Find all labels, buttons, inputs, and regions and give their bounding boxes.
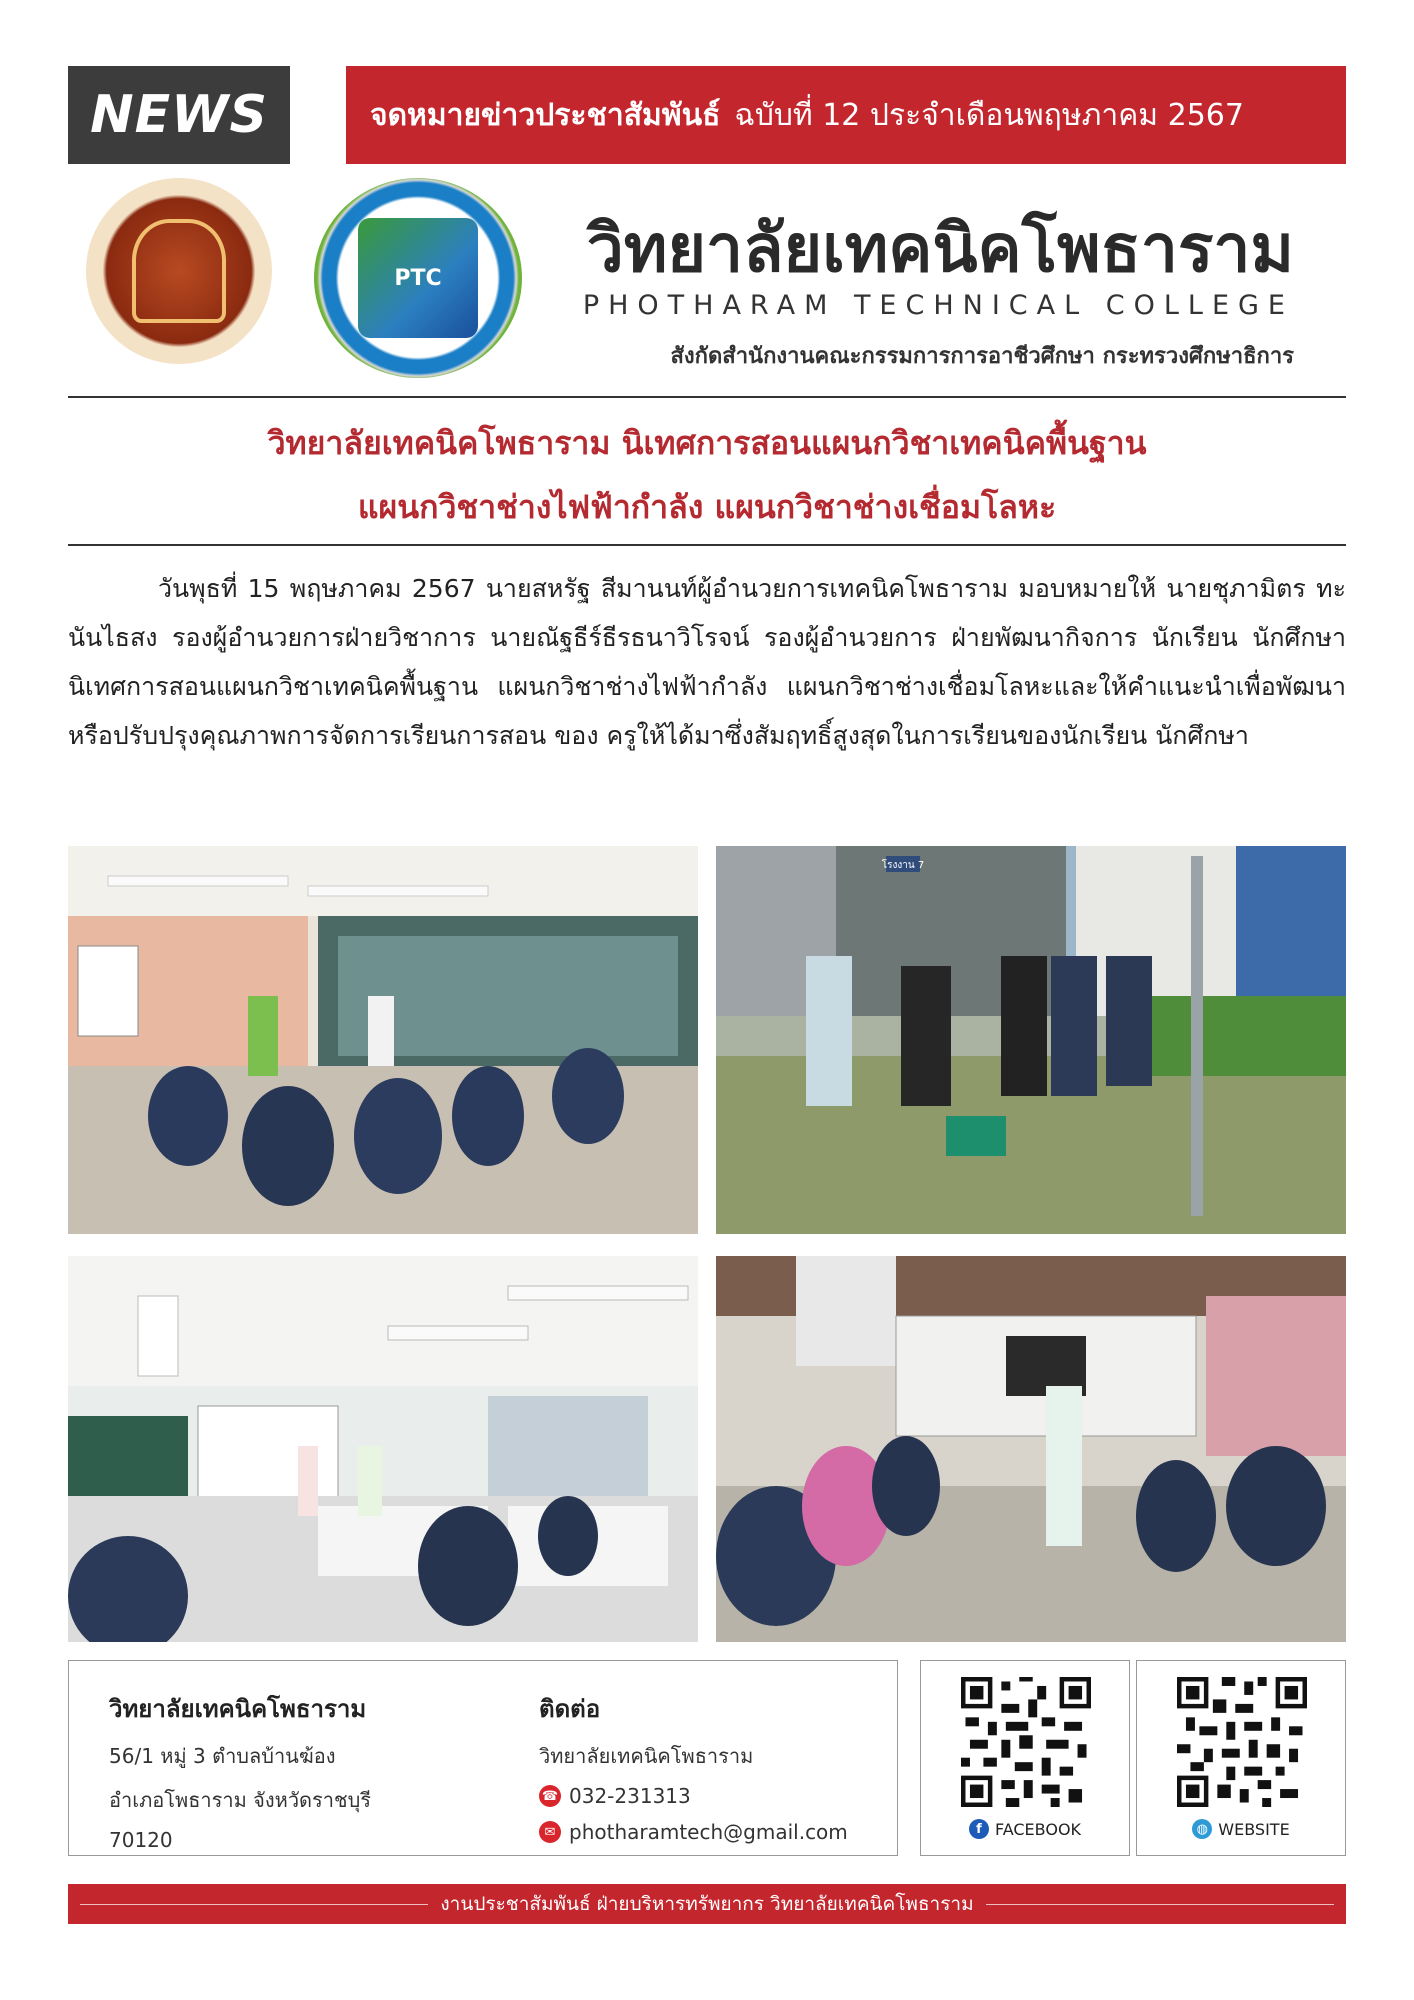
contact-title: ติดต่อ: [539, 1695, 601, 1723]
phone-icon: ☎: [539, 1785, 561, 1807]
bulletin-title: จดหมายข่าวประชาสัมพันธ์: [370, 97, 721, 133]
footer-rule-left: [80, 1904, 428, 1905]
website-qr-code[interactable]: [1177, 1677, 1307, 1807]
website-label: WEBSITE: [1218, 1819, 1290, 1839]
photo-classroom-welding: [716, 1256, 1346, 1642]
address-line1: 56/1 หมู่ 3 ตำบลบ้านฆ้อง: [109, 1744, 336, 1768]
footer-bar: [68, 1884, 1346, 1924]
divider-top: [68, 396, 1346, 398]
bulletin-issue: ฉบับที่ 12 ประจำเดือนพฤษภาคม 2567: [734, 97, 1244, 133]
photo-sign-text: โรงงาน 7: [881, 860, 925, 871]
mail-icon: ✉: [539, 1821, 561, 1843]
phone-row[interactable]: [539, 1784, 848, 1808]
contact-name: วิทยาลัยเทคนิคโพธาราม: [539, 1744, 754, 1768]
address-title: วิทยาลัยเทคนิคโพธาราม: [109, 1695, 367, 1723]
headline-line1: วิทยาลัยเทคนิคโพธาราม นิเทศการสอนแผนกวิชาเทคนิคพื้นฐาน: [267, 424, 1147, 462]
college-affiliation: สังกัดสำนักงานคณะกรรมการการอาชีวศึกษา กระทรวงศึกษาธิการ: [670, 344, 1294, 369]
address-line2: อำเภอโพธาราม จังหวัดราชบุรี: [109, 1788, 372, 1812]
college-name-th: วิทยาลัยเทคนิคโพธาราม: [586, 210, 1294, 287]
contact-card: [68, 1660, 898, 1856]
facebook-qr-card[interactable]: [920, 1660, 1130, 1856]
photo-classroom-electrical: [68, 846, 698, 1234]
facebook-icon: f: [969, 1819, 989, 1839]
photo-classroom-projector: [68, 1256, 698, 1642]
article-paragraph: วันพุธที่ 15 พฤษภาคม 2567 นายสหรัฐ สีมานนท์ผู้อำนวยการเทคนิคโพธาราม มอบหมายให้ นายชุภามิตร ทะนันไธสง รองผู้อำนวยการฝ่ายวิชาการ นายณัฐธีร์ธีรธนาวิโรจน์ รองผู้อำนวยการ ฝ่ายพัฒนากิจการ นักเรียน นักศึกษา นิเทศการสอนแผนกวิชาเทคนิคพื้นฐาน แผนกวิชาช่างไฟฟ้ากำลัง แผนกวิชาช่างเชื่อมโลหะและให้คำแนะนำเพื่อพัฒนาหรือปรับปรุงคุณภาพการจัดการเรียนการสอน ของ ครูให้ได้มาซึ่งสัมฤทธิ์สูงสุดในการเรียนของนักเรียน นักศึกษา: [68, 574, 1346, 750]
email-address: photharamtech@gmail.com: [569, 1820, 848, 1844]
photo-welding-outdoor: [716, 846, 1346, 1234]
facebook-qr-code[interactable]: [961, 1677, 1091, 1807]
news-label: NEWS: [68, 66, 290, 164]
footer-bar-text: งานประชาสัมพันธ์ ฝ่ายบริหารทรัพยากร วิทยาลัยเทคนิคโพธาราม: [440, 1893, 974, 1915]
ptc-logo-mark: PTC: [358, 218, 478, 338]
headline-line2: แผนกวิชาช่างไฟฟ้ากำลัง แผนกวิชาช่างเชื่อมโลหะ: [357, 488, 1057, 526]
divider-bottom: [68, 544, 1346, 546]
footer-rule-right: [986, 1904, 1334, 1905]
address-line3: 70120: [109, 1828, 173, 1852]
ovec-seal-logo: [86, 178, 272, 364]
globe-icon: ◍: [1192, 1819, 1212, 1839]
article-body: [68, 564, 1346, 760]
bulletin-bar: [346, 66, 1346, 164]
ptc-logo: [314, 178, 522, 378]
ovec-seal-emblem: [132, 219, 226, 323]
website-qr-label: [1137, 1819, 1345, 1839]
facebook-label: FACEBOOK: [994, 1819, 1082, 1839]
facebook-qr-label: [921, 1819, 1129, 1839]
college-name-en: PHOTHARAM TECHNICAL COLLEGE: [582, 290, 1294, 321]
phone-number: 032-231313: [569, 1784, 691, 1808]
email-row[interactable]: [539, 1820, 848, 1844]
website-qr-card[interactable]: [1136, 1660, 1346, 1856]
